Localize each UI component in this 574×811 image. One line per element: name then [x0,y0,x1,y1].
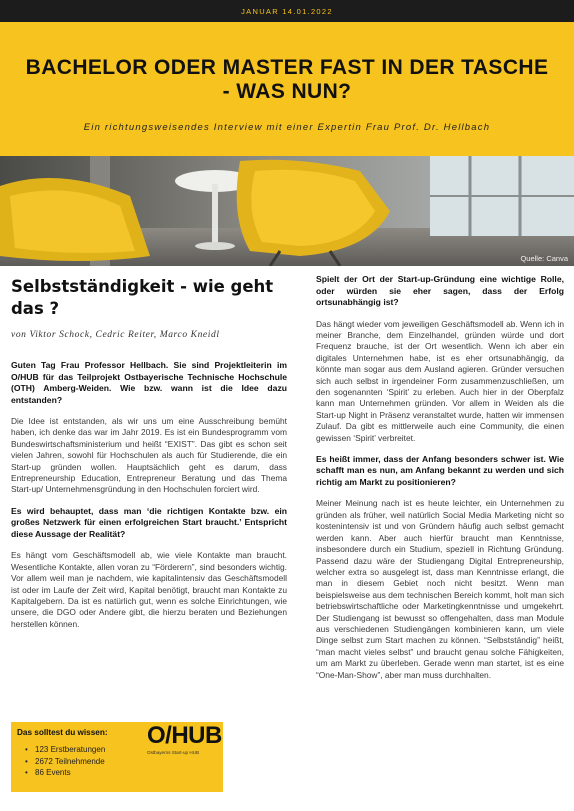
photo-credit: Quelle: Canva [520,254,568,263]
right-column [316,274,564,691]
ohub-logo [147,723,223,763]
article-heading: Selbstständigkeit - wie geht das ? [11,277,274,318]
interview-question: Spielt der Ort der Start-up-Gründung eine wichtige Rolle, oder würden sie eher sagen, dass der Erfolg ortsunabhängig ist? [316,274,564,307]
left-column [11,274,287,640]
issue-date: JANUAR 14.01.2022 [241,6,333,16]
logo-tagline: Ostbayerns Start-up HUB [147,750,200,755]
interview-answer: Es hängt vom Geschäftsmodell ab, wie viele Kontakte man braucht. Wesentliche Kontakte, allen voran zu “Förderern”, sind besonders wichtig. Vor allem weil man je nachdem, wie kapitalintensiv das Geschäftsmodell ist oder im Laufe der Zeit wird, Kapital benötigt, braucht man Kontakte zu Kapitalgebern. Da ist es natürlich gut, wenn es solche Einrichtungen, wie unsere, die DGO oder Andere gibt, die hierzu beraten und Beziehungen herstellen können. [11,550,287,629]
logo-wordmark: O/HUB [147,722,222,749]
interview-question: Es heißt immer, dass der Anfang besonders schwer ist. Wie schafft man es nun, am Anfang bekannt zu werden und sich richtig am Markt zu positionieren? [316,453,564,487]
page-title: BACHELOR ODER MASTER FAST IN DER TASCHE - WAS NUN? [25,56,549,103]
header-photo [0,156,574,266]
interview-answer: Meiner Meinung nach ist es heute leichter, ein Unternehmen zu gründen als früher, weil natürlich Social Media Marketing nicht so kostenintensiv ist und von Gründern häufig auch selbst gemacht werden kann. Aber auch hierfür braucht man Kenntnisse, insbesondere durch ein Studium, speziell in Richtung Gründung. Passend dazu wäre der Studiengang Digital Entrepreneurship, welcher extra so ausgelegt ist, dass man Kenntnisse erlangt, die man in diesem Gebiet noch nicht besitzt. Wenn man beispielsweise aus dem technischen Bereich kommt, holt man sich betriebswirtschaftliche oder Marketingkenntnisse und umgekehrt. Der Studiengang ist bewusst so offengehalten, dass man Module aus verschiedenen Studiengängen kombinieren kann, um viele Dinge selbst zum Start machen zu können. “Selbstständig” heißt, “man macht vieles selbst” und braucht genau solche Fähigkeiten, um am Markt zu überleben. Gerade wenn man startet, ist es eine “One-Man-Show”, aber man muss durchhalten. [316,498,564,680]
hero-banner [0,22,574,156]
page-subtitle: Ein richtungsweisendes Interview mit einer Expertin Frau Prof. Dr. Hellbach [83,122,491,133]
facts-box-title: Das solltest du wissen: [17,728,108,737]
article-authors: von Viktor Schock, Cedric Reiter, Marco Kneidl [11,330,220,340]
lounge-chairs-image [0,156,574,266]
facts-list [25,744,105,779]
fact-item: • 2672 Teilnehmende [25,756,105,768]
fact-item: • 123 Erstberatungen [25,744,105,756]
interview-question: Guten Tag Frau Professor Hellbach. Sie sind Projektleiterin im O/HUB für das Teilprojekt Ostbayerische Technische Hochschule (OTH) Amberg-Weiden. Wie bzw. wann ist die Idee dazu entstanden? [11,360,287,405]
top-bar [0,0,574,22]
fact-item: • 86 Events [25,767,105,779]
facts-box [11,722,223,792]
interview-question: Es wird behauptet, dass man ‘die richtigen Kontakte bzw. ein großes Netzwerk für einen erfolgreichen Start braucht.’ Entspricht diese Aussage der Realität? [11,505,287,539]
interview-answer: Die Idee ist entstanden, als wir uns um eine Ausschreibung bemüht haben, ich denke das war im Jahr 2019. Es ist ein Bundesprogramm vom Bundeswirtschaftsministerium und heißt “EXIST”. Das gibt es schon seit vielen Jahren, sowohl für Hochschulen als auch für Studierende, die ein Start-up gründen wollen. Hauptsächlich geht es darum, dass Entrepreneurship Education, Entrepreneur Beratung und das Thema Start-up/ Unternehmensgründung in den Hochschulen forciert wird. [11,416,287,495]
interview-answer: Das hängt wieder vom jeweiligen Geschäftsmodell ab. Wenn ich in meiner Branche, dem Einzelhandel, gründen würde und dort Frequenz brauche, ist der Ort wesentlich. Wenn ich aber ein digitales Unternehmen habe, ist es eher ortsunabhängig, da könnte man sogar aus dem Ausland agieren. Gründer versuchen sich auch selbst in irgendeiner Form zusammenzuschließen, um den sogenannten ‘Spirit’ zu erleben. Auch hier in der Oberpfalz kann man Unternehmen gründen. Vor allem in Weiden als die Start-up Night in Präsenz veranstaltet wurde, hatten wir immensen Zulauf. Da gibt es mittlerweile auch eine Community, die einen gewissen ‘Spirit’ verbreitet. [316,318,564,443]
